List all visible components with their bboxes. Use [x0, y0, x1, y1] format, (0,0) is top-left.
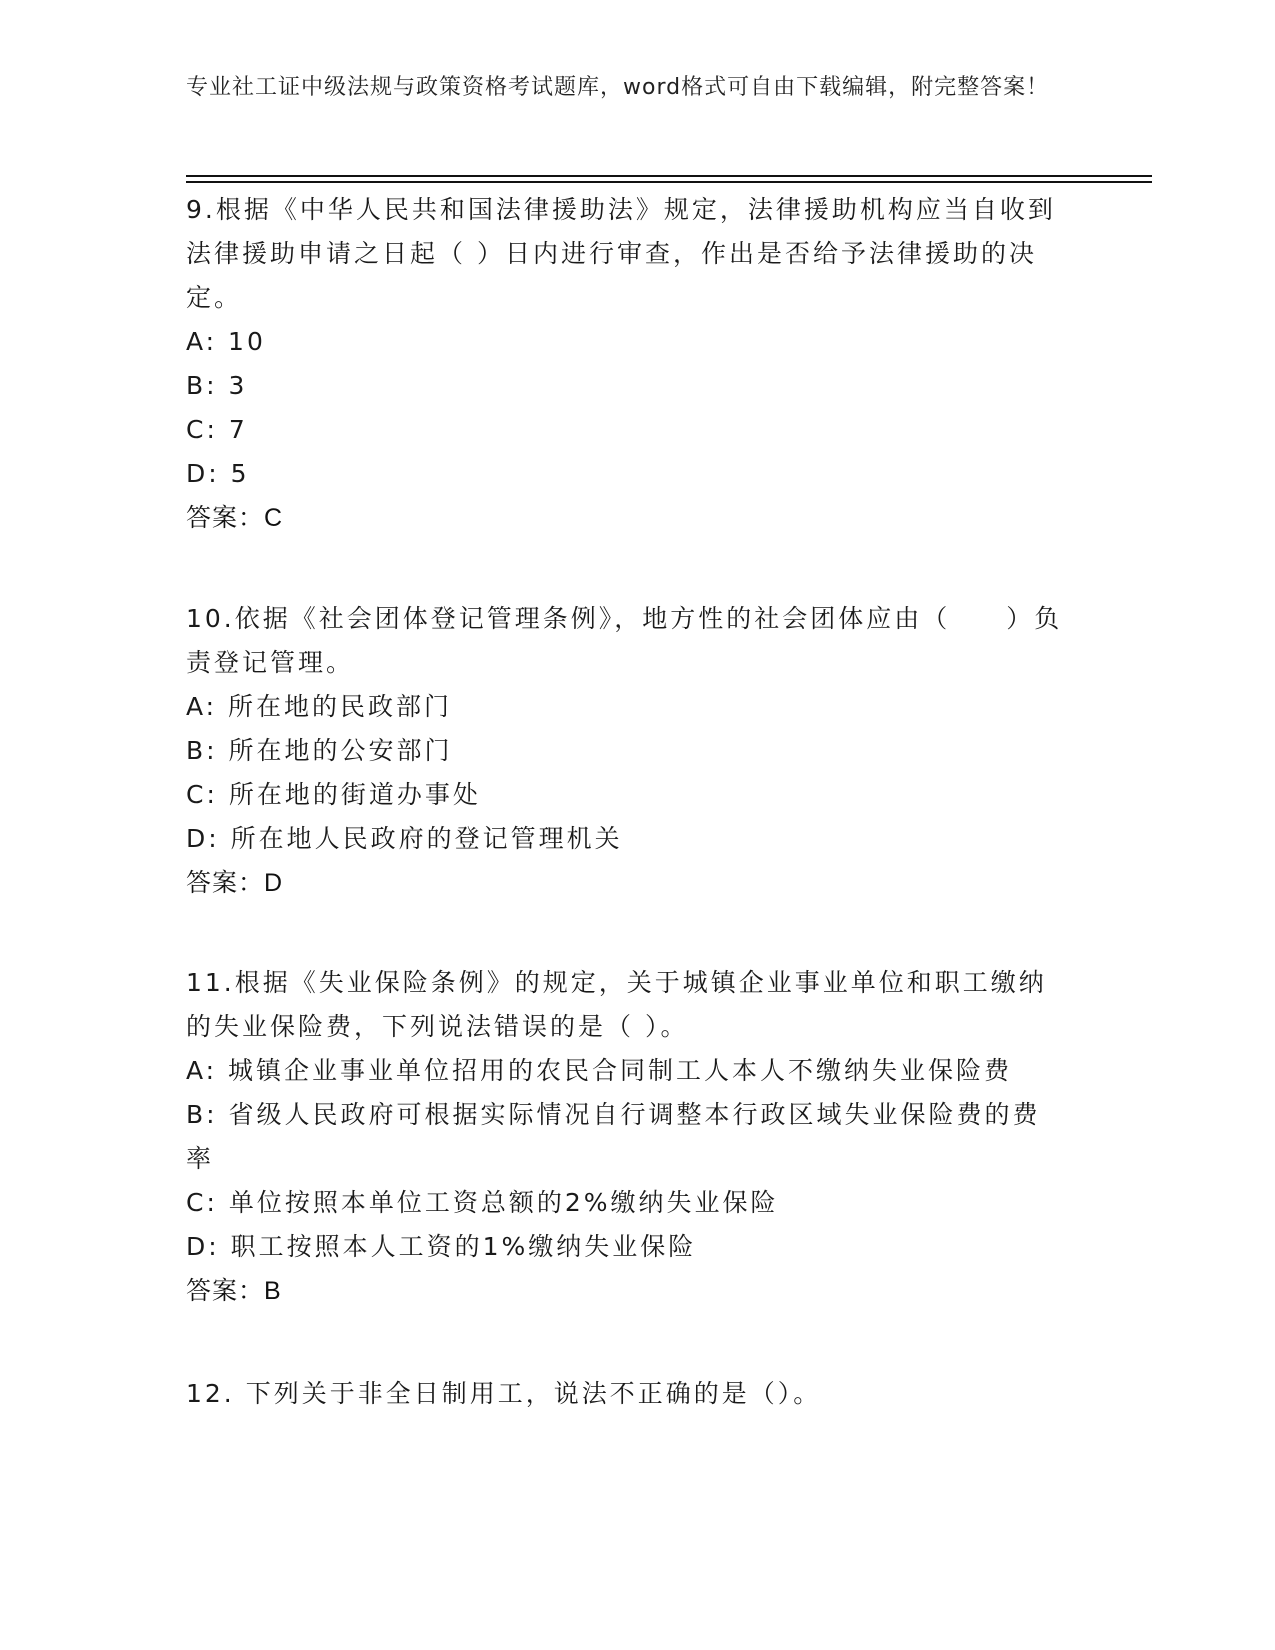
option-b: B: 3 — [186, 371, 248, 400]
option-c: C: 所在地的街道办事处 — [186, 780, 481, 809]
answer-label: 答案：D — [186, 869, 284, 897]
option-b: B: 省级人民政府可根据实际情况自行调整本行政区域失业保险费的费率 — [186, 1100, 1041, 1173]
header-divider-bottom — [186, 181, 1152, 183]
question-9 — [186, 188, 1066, 540]
question-stem: 11.根据《失业保险条例》的规定，关于城镇企业事业单位和职工缴纳的失业保险费，下列说法错误的是（ ）。 — [186, 968, 1047, 1041]
option-d: D: 所在地人民政府的登记管理机关 — [186, 824, 623, 853]
question-11 — [186, 961, 1066, 1313]
option-a: A: 城镇企业事业单位招用的农民合同制工人本人不缴纳失业保险费 — [186, 1056, 1013, 1085]
option-c: C: 单位按照本单位工资总额的2%缴纳失业保险 — [186, 1188, 779, 1217]
option-a: A: 所在地的民政部门 — [186, 692, 453, 721]
option-a: A: 10 — [186, 327, 266, 356]
option-b: B: 所在地的公安部门 — [186, 736, 453, 765]
question-stem: 12. 下列关于非全日制用工，说法不正确的是（）。 — [186, 1379, 822, 1408]
option-d: D: 5 — [186, 459, 250, 488]
question-stem: 9.根据《中华人民共和国法律援助法》规定，法律援助机构应当自收到法律援助申请之日起（ ）日内进行审查，作出是否给予法律援助的决定。 — [186, 195, 1056, 312]
option-c: C: 7 — [186, 415, 248, 444]
answer-label: 答案：B — [186, 1277, 282, 1305]
question-10 — [186, 597, 1066, 905]
answer-label: 答案：C — [186, 504, 284, 532]
option-d: D: 职工按照本人工资的1%缴纳失业保险 — [186, 1232, 697, 1261]
question-stem: 10.依据《社会团体登记管理条例》，地方性的社会团体应由（ ）负责登记管理。 — [186, 604, 1063, 677]
document-header: 专业社工证中级法规与政策资格考试题库，word格式可自由下载编辑，附完整答案！ — [186, 75, 1050, 100]
header-divider-top — [186, 175, 1152, 177]
question-12 — [186, 1372, 1066, 1416]
